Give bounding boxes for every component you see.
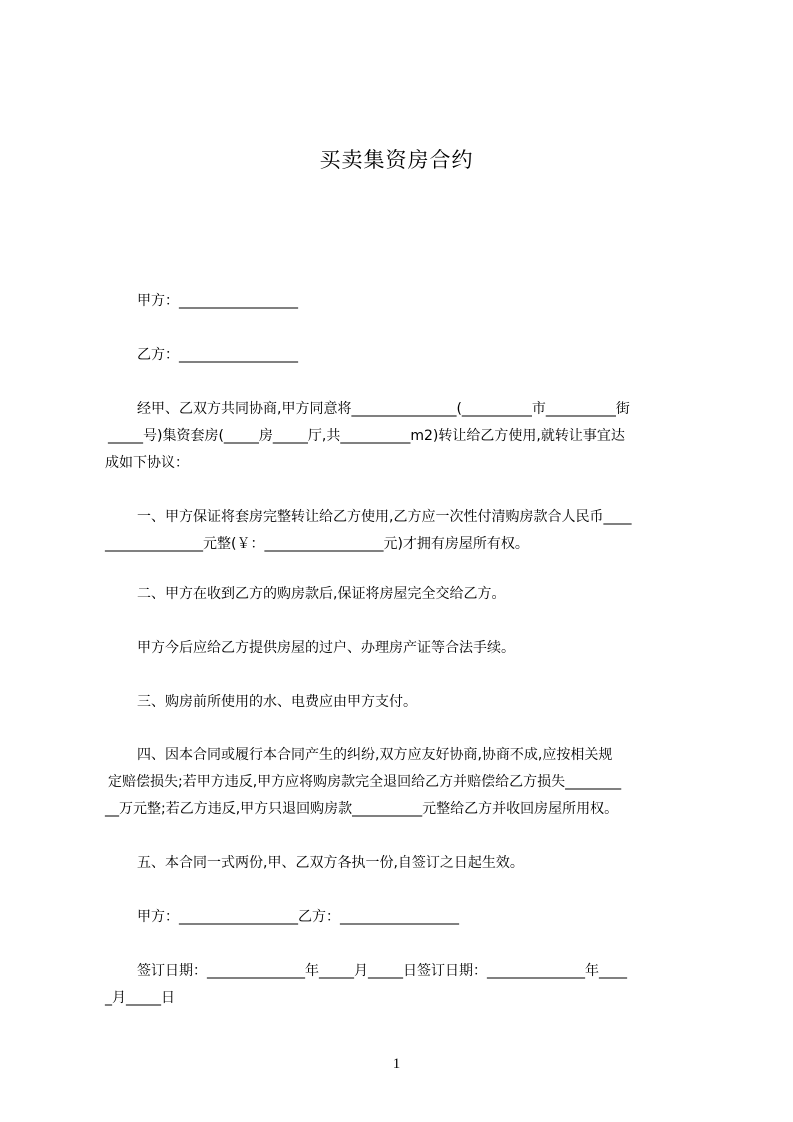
clause-1-line-1: 一、甲方保证将套房完整转让给乙方使用,乙方应一次性付清购房款合人民币____ — [137, 509, 632, 525]
intro-line-3: 成如下协议： — [105, 455, 189, 471]
clause-4-line-2: 定赔偿损失;若甲方违反,甲方应将购房款完全退回给乙方并赔偿给乙方损失________ — [108, 774, 622, 790]
clause-2: 二、甲方在收到乙方的购房款后,保证将房屋完全交给乙方。 — [137, 586, 506, 602]
party-b-line: 乙方：_________________ — [137, 347, 298, 363]
signature-line: 甲方：_________________乙方：_________________ — [137, 909, 459, 925]
clause-5: 五、本合同一式两份,甲、乙双方各执一份,自签订之日起生效。 — [137, 855, 524, 871]
intro-line-2: _____号)集资套房(_____房_____厅,共__________m2)转让给乙方使用,就转让事宜达 — [108, 428, 625, 444]
page-number: 1 — [392, 1056, 401, 1072]
clause-3: 三、购房前所使用的水、电费应由甲方支付。 — [137, 694, 417, 710]
clause-2-extra: 甲方今后应给乙方提供房屋的过户、办理房产证等合法手续。 — [137, 640, 515, 656]
clause-1-line-2: ______________元整(￥：_________________元)才拥有房屋所有权。 — [105, 536, 529, 552]
party-a-line: 甲方：_________________ — [137, 293, 298, 309]
clause-4-line-3: __万元整;若乙方违反,甲方只退回购房款__________元整给乙方并收回房屋所用权。 — [105, 801, 619, 817]
page-title: 买卖集资房合约 — [319, 148, 474, 172]
intro-line-1: 经甲、乙双方共同协商,甲方同意将_______________(__________市__________街 — [137, 401, 630, 417]
clause-4-line-1: 四、因本合同或履行本合同产生的纠纷,双方应友好协商,协商不成,应按相关规 — [137, 747, 613, 763]
sign-date-line-1: 签订日期：______________年_____月_____日签订日期：______________年____ — [137, 963, 627, 979]
sign-date-line-2: _月_____日 — [105, 990, 175, 1006]
